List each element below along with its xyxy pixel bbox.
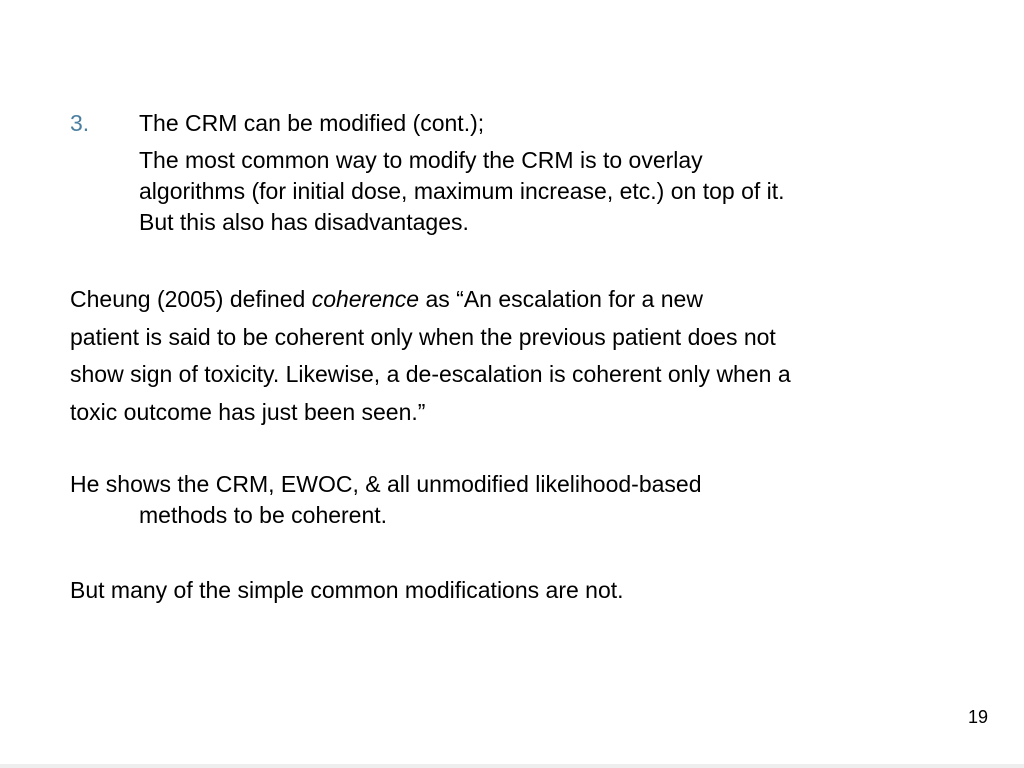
coherence-definition	[70, 281, 791, 431]
coherence-term: coherence	[311, 286, 420, 312]
coherence-line: patient is said to be coherent only when the previous patient does not	[70, 323, 776, 350]
coherence-first-line	[70, 281, 791, 319]
coherence-lead: Cheung (2005) defined	[70, 286, 312, 312]
coherence-line: show sign of toxicity. Likewise, a de-escalation is coherent only when a	[70, 361, 791, 387]
conclusion: But many of the simple common modifications are not.	[70, 577, 624, 603]
item-heading: The CRM can be modified (cont.);	[139, 110, 485, 136]
coherent-methods-line: He shows the CRM, EWOC, & all unmodified likelihood-based	[70, 471, 702, 497]
item-body-line: The most common way to modify the CRM is to overlay	[139, 147, 703, 173]
coherent-methods-continuation: methods to be coherent.	[139, 502, 388, 528]
item-body-line: algorithms (for initial dose, maximum increase, etc.) on top of it.	[139, 178, 785, 204]
page-number: 19	[967, 707, 988, 727]
coherence-line: toxic outcome has just been seen.”	[70, 398, 426, 425]
item-body-line: But this also has disadvantages.	[139, 209, 469, 235]
item-body	[139, 145, 785, 238]
coherence-quote-start: as “An escalation for a new	[419, 286, 703, 312]
item-number: 3.	[70, 110, 90, 136]
bottom-rule	[0, 764, 1024, 768]
